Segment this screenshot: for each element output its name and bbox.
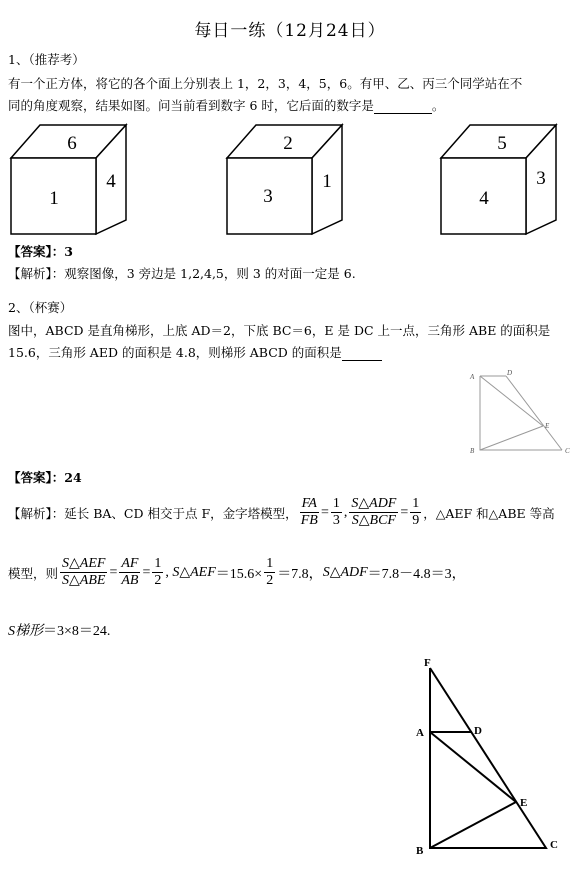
frac-s-adf-s-bcf: $\frac{\text{S△ADF}}{\text{S△BCF}}$ [351,496,397,528]
analysis-mid: ，△AEF 和△ABE 等高 [423,505,555,521]
small-label-d: D [507,369,513,377]
small-label-c: C [565,447,570,455]
q2-analysis-line1: 【解析】：延长 BA、CD 相交于点 F，金字塔模型， $\frac{FA}{FB}$ = $\frac{1}{3}$ , $\frac{\text{S△ADF}}{\text{S△BCF}}$ = $\frac{1}{9}$ ，△AEF 和△ABE 等高 [8,496,555,528]
big-label-d: D [474,725,482,737]
q2-answer: 【答案】：24 [8,470,82,485]
line2-prefix: 模型，则 [8,565,59,581]
q1-analysis: 【解析】：观察图像，3 旁边是 1,2,4,5，则 3 的对面一定是 6. [8,266,356,281]
cube-3-side-number: 3 [536,168,546,189]
final-label: S梯形 [8,624,43,639]
s-adf-label: S△ADF [322,565,368,580]
q2-text-line1: 图中，ABCD 是直角梯形，上底 AD＝2，下底 BC＝6，E 是 DC 上一点，三角形 ABE 的面积是 [8,323,551,338]
q2-answer-blank [342,348,382,361]
frac-one-third: $\frac{1}{3}$ [332,496,340,528]
small-label-a: A [470,373,475,381]
q1-heading: 1、（推荐考） [8,52,85,67]
frac-fa-fb: $\frac{FA}{FB}$ [300,496,318,528]
final-expr: ＝3×8＝24. [43,624,111,639]
cube-2-front-number: 3 [263,186,273,207]
frac-af-ab: $\frac{AF}{AB}$ [121,556,139,588]
q2-analysis-line3 [8,620,110,640]
big-label-a: A [416,727,424,739]
cube-1-front-number: 1 [49,188,59,209]
q2-analysis-line2: 模型，则 $\frac{\text{S△AEF}}{\text{S△ABE}}$ = $\frac{AF}{AB}$ = $\frac{1}{2}$ , S△AEF ＝15.6× $\frac{1}{2}$ ＝7.8， S△ADF ＝7.8－4.8＝3， [8,556,466,588]
q2-heading: 2、（杯赛） [8,300,73,315]
q2-text-line2 [8,343,382,361]
cube-3-front-number: 4 [479,188,489,209]
s-aef-label: S△AEF [172,565,216,580]
cube-2-top-number: 2 [283,133,293,154]
small-label-e: E [545,422,550,430]
s-aef-expr: ＝15.6× [215,566,263,582]
cube-2 [224,120,346,238]
q1-answer: 【答案】：3 [8,244,73,259]
cube-1 [8,120,130,238]
q1-text-end: 。 [431,98,445,113]
big-label-f: F [424,657,431,669]
cube-1-side-number: 4 [106,171,116,192]
small-trapezoid-figure [462,366,574,458]
frac-s-aef-s-abe: $\frac{\text{S△AEF}}{\text{S△ABE}}$ [62,556,106,588]
s-adf-expr: ＝7.8－4.8＝3， [367,566,466,582]
small-label-b: B [470,447,475,455]
analysis-prefix: 【解析】：延长 BA、CD 相交于点 F，金字塔模型， [8,505,298,521]
q2-text-line2-content: 15.6，三角形 AED 的面积是 4.8，则梯形 ABCD 的面积是 [8,345,342,360]
frac-one-half: $\frac{1}{2}$ [154,556,162,588]
q1-answer-blank [374,101,432,114]
s-aef-result: ＝7.8， [277,566,323,582]
big-label-b: B [416,845,424,857]
extended-trapezoid-figure [408,654,576,864]
frac-one-ninth: $\frac{1}{9}$ [412,496,420,528]
q1-text-line2-content: 同的角度观察，结果如图。问当前看到数字 6 时，它后面的数字是 [8,98,374,113]
big-label-c: C [550,839,558,851]
q1-text-line1: 有一个正方体，将它的各个面上分别表上 1，2，3，4，5，6。有甲、乙、丙三个同学站在不 [8,76,523,91]
cube-2-side-number: 1 [322,171,332,192]
cube-1-top-number: 6 [67,133,77,154]
cube-3 [438,120,560,238]
page-title: 每日一练（12月24日） [194,21,386,41]
cube-3-top-number: 5 [497,133,507,154]
big-label-e: E [520,797,528,809]
frac-one-half-2: $\frac{1}{2}$ [266,556,274,588]
q1-text-line2 [8,96,444,114]
